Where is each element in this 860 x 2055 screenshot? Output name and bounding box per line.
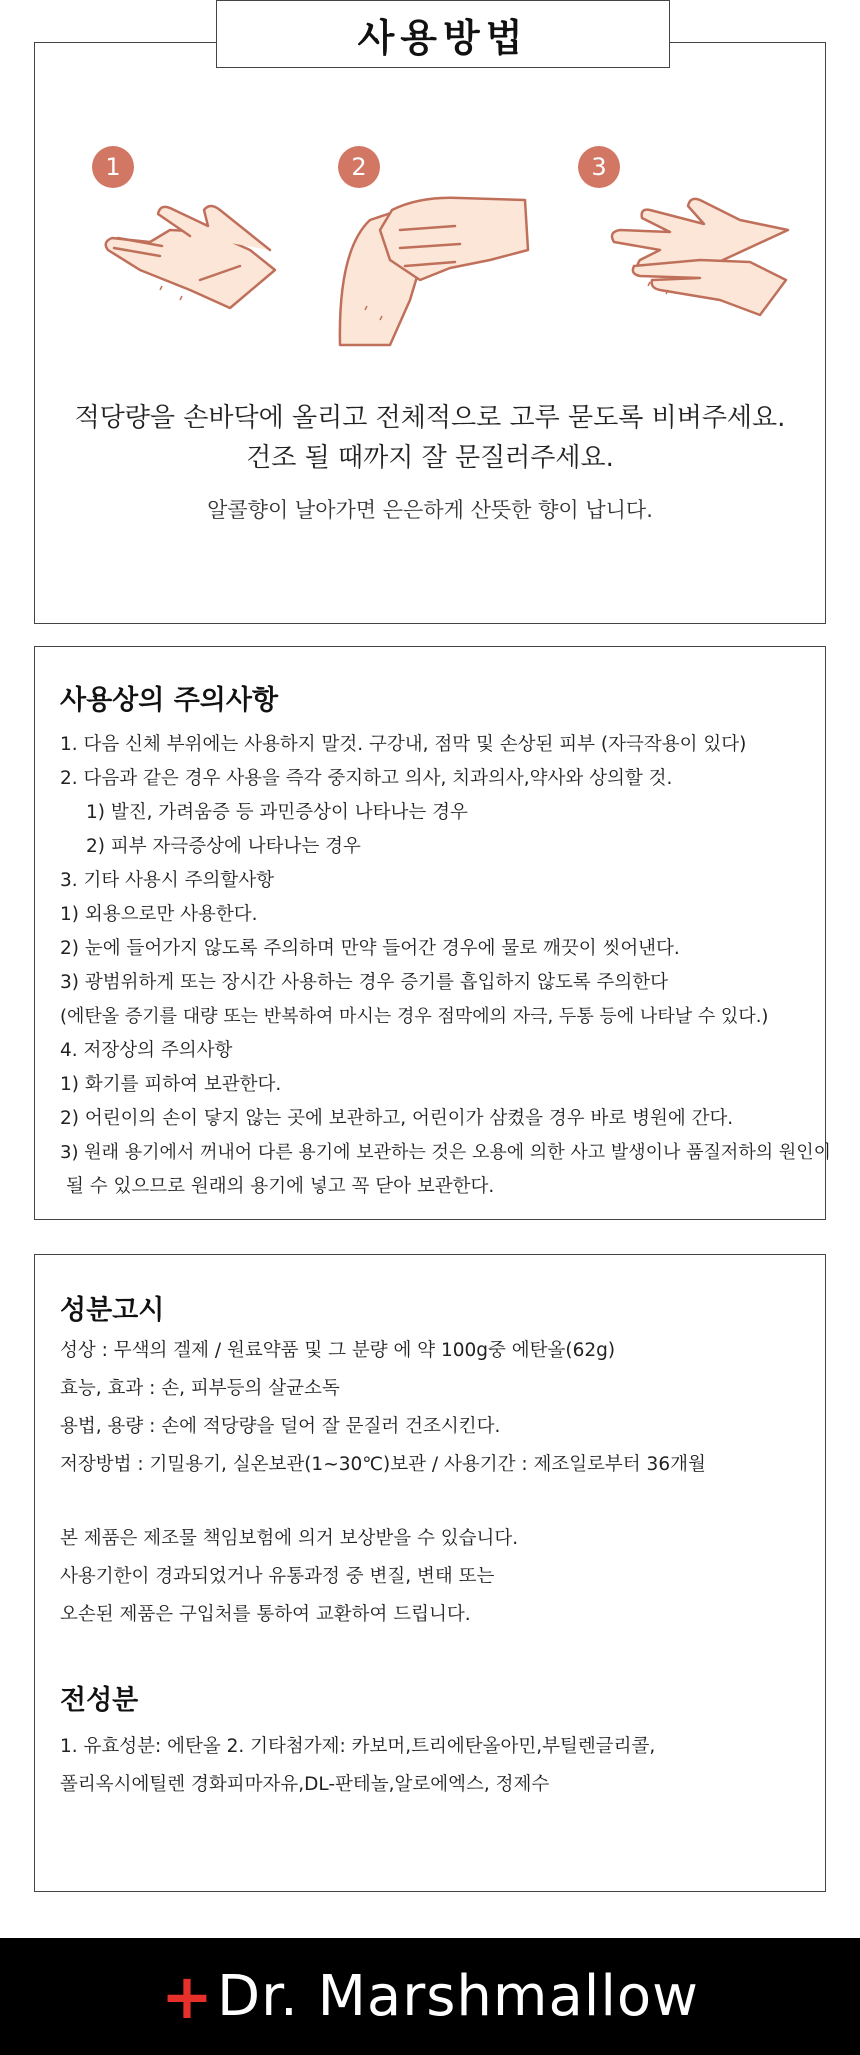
step-number-2: 2 [338, 146, 380, 188]
brand-name: Dr. Marshmallow [216, 1964, 699, 2029]
hands-clasping-illustration [330, 190, 530, 350]
full-ingredients-title: 전성분 [60, 1685, 139, 1716]
notice-line: 본 제품은 제조물 책임보험에 의거 보상받을 수 있습니다. [60, 1528, 519, 1549]
precaution-line: 1) 발진, 가려움증 등 과민증상이 나타나는 경우 [86, 802, 468, 823]
precaution-line: 2) 어린이의 손이 닿지 않는 곳에 보관하고, 어린이가 삼켰을 경우 바로 병원에 간다. [60, 1108, 734, 1129]
full-ingredient-line: 1. 유효성분: 에탄올 2. 기타첨가제: 카보머,트리에탄올아민,부틸렌글리콜, [60, 1736, 656, 1757]
precaution-line: 1. 다음 신체 부위에는 사용하지 말것. 구강내, 점막 및 손상된 피부 (자극작용이 있다) [60, 734, 747, 755]
brand-plus-icon: + [161, 1960, 213, 2033]
precaution-line: 1) 화기를 피하여 보관한다. [60, 1074, 282, 1095]
ingredient-line: 성상 : 무색의 겔제 / 원료약품 및 그 분량 에 약 100g중 에탄올(62g) [60, 1340, 616, 1361]
step-number-3: 3 [578, 146, 620, 188]
precautions-title: 사용상의 주의사항 [60, 685, 279, 716]
step-number-1: 1 [92, 146, 134, 188]
precaution-line: 3) 광범위하게 또는 장시간 사용하는 경우 증기를 흡입하지 않도록 주의한다 [60, 972, 669, 993]
usage-instruction-line-1: 적당량을 손바닥에 올리고 전체적으로 고루 묻도록 비벼주세요. [74, 403, 786, 433]
precaution-line: 3. 기타 사용시 주의할사항 [60, 870, 275, 891]
usage-title: 사용방법 [216, 0, 670, 68]
precaution-line: 1) 외용으로만 사용한다. [60, 904, 258, 925]
usage-scent-note: 알콜향이 날아가면 은은하게 산뜻한 향이 납니다. [207, 498, 653, 522]
full-ingredient-line: 폴리옥시에틸렌 경화피마자유,DL-판테놀,알로에엑스, 정제수 [60, 1774, 550, 1795]
precaution-line: 2) 피부 자극증상에 나타나는 경우 [86, 836, 361, 857]
ingredient-line: 용법, 용량 : 손에 적당량을 덜어 잘 문질러 건조시킨다. [60, 1416, 501, 1437]
usage-instruction-line-2: 건조 될 때까지 잘 문질러주세요. [246, 443, 614, 473]
ingredient-line: 저장방법 : 기밀용기, 실온보관(1~30℃)보관 / 사용기간 : 제조일로부터 36개월 [60, 1454, 706, 1475]
precaution-line: 될 수 있으므로 원래의 용기에 넣고 꼭 닫아 보관한다. [66, 1176, 495, 1197]
hands-interlacing-fingers-illustration [600, 190, 790, 320]
notice-line: 오손된 제품은 구입처를 통하여 교환하여 드립니다. [60, 1604, 471, 1625]
ingredients-title: 성분고시 [60, 1295, 165, 1326]
hands-rubbing-palms-illustration [100, 190, 280, 320]
precaution-line: 2. 다음과 같은 경우 사용을 즉각 중지하고 의사, 치과의사,약사와 상의할 것. [60, 768, 673, 789]
ingredient-line: 효능, 효과 : 손, 피부등의 살균소독 [60, 1378, 340, 1399]
brand-footer [0, 1938, 860, 2055]
precaution-line: 3) 원래 용기에서 꺼내어 다른 용기에 보관하는 것은 오용에 의한 사고 발생이나 품질저하의 원인이 [60, 1142, 831, 1163]
notice-line: 사용기한이 경과되었거나 유통과정 중 변질, 변태 또는 [60, 1566, 495, 1587]
precaution-line: 4. 저장상의 주의사항 [60, 1040, 233, 1061]
precaution-line: (에탄올 증기를 대량 또는 반복하여 마시는 경우 점막에의 자극, 두통 등에 나타날 수 있다.) [60, 1006, 769, 1027]
precaution-line: 2) 눈에 들어가지 않도록 주의하며 만약 들어간 경우에 물로 깨끗이 씻어낸다. [60, 938, 680, 959]
